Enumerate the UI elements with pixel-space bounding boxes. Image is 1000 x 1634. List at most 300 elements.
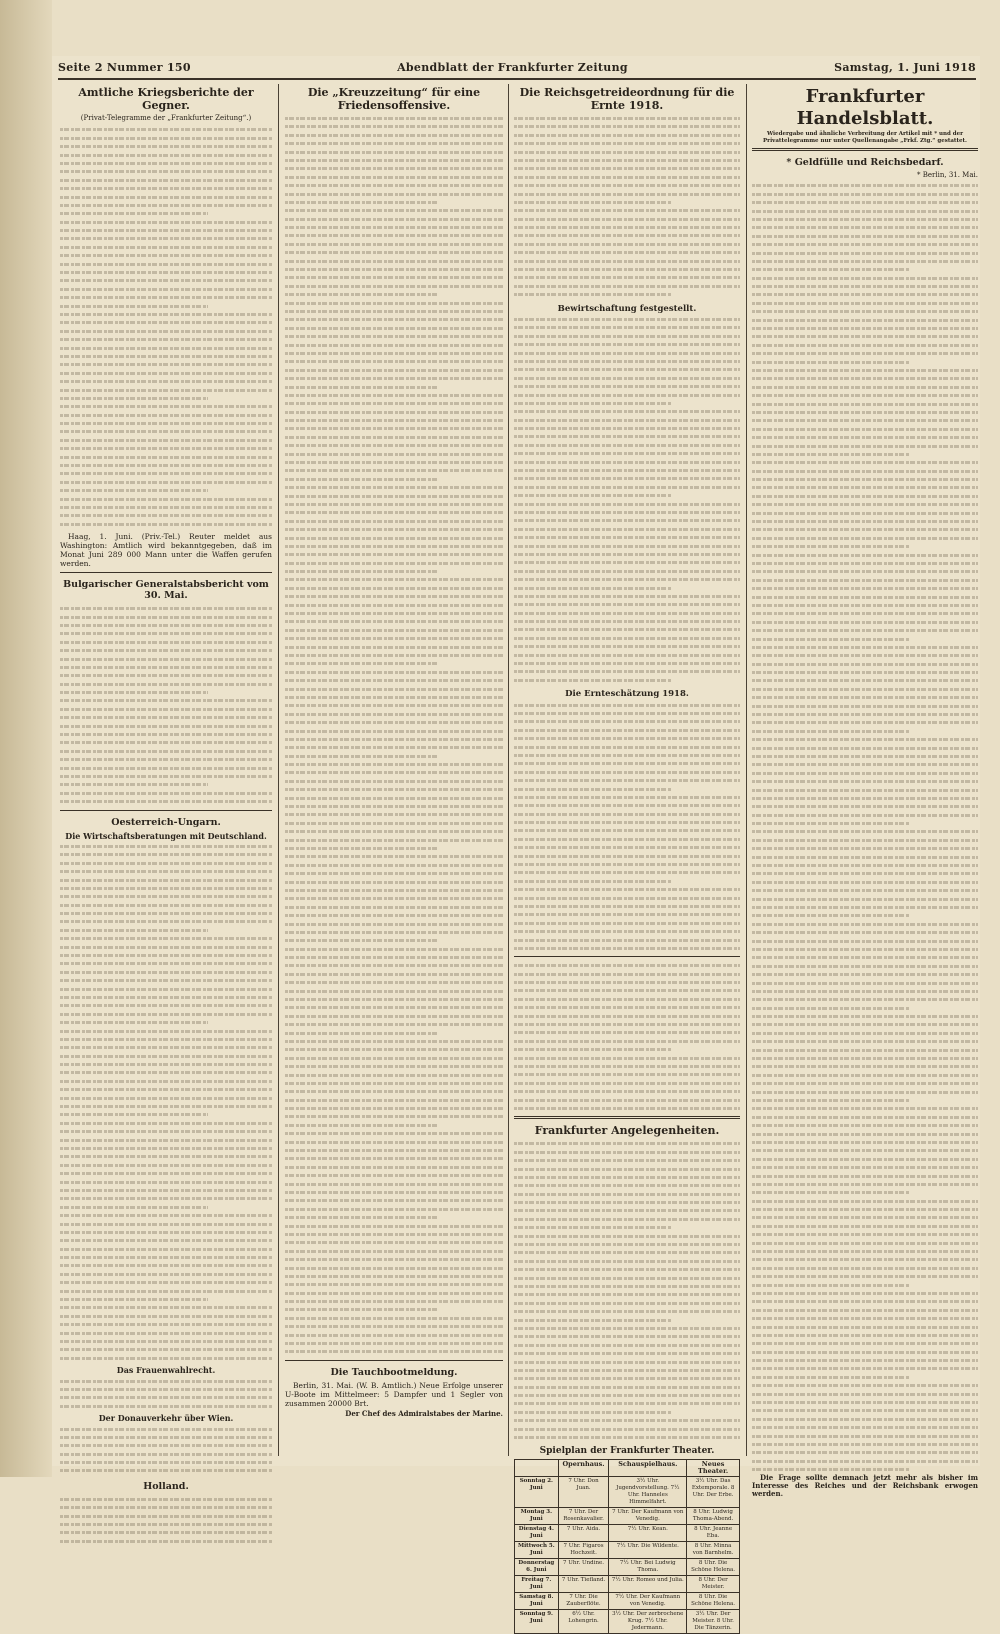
text-line [514,1190,740,1198]
text-line [60,1337,272,1345]
text-line [752,702,978,710]
text-line [60,394,208,402]
text-line [514,625,740,633]
text-line [285,685,503,693]
text-line [285,710,503,718]
text-line [60,1052,272,1060]
text-line [514,902,740,910]
text-line [514,1366,740,1374]
text-line [285,668,503,676]
theater-table-cell: Sonntag 9. Juni [515,1609,559,1633]
theater-table-cell: 3½ Uhr. Jugendvorstellung. 7½ Uhr. Hanneles Himmelfahrt. [609,1476,687,1507]
text-line [60,1085,272,1093]
text-line [752,1323,978,1331]
text-line [60,285,272,293]
text-line [752,1364,978,1372]
text-line [514,567,740,575]
text-line [752,777,978,785]
text-line [60,1402,272,1410]
text-line [285,1129,503,1137]
text-line [285,273,503,281]
text-line [60,1458,272,1466]
text-line [514,810,740,818]
text-line [752,282,978,290]
text-line [60,1495,272,1503]
text-line [752,1255,978,1263]
text-line [514,1248,740,1256]
text-line [752,249,978,257]
text-line [60,344,272,352]
text-line [514,1265,740,1273]
text-line [514,1087,740,1095]
text-line [60,892,272,900]
text-line [752,676,978,684]
text-line [285,391,503,399]
text-line [285,231,503,239]
text-line [60,985,272,993]
text-line [60,352,272,360]
text-line [285,752,438,760]
text-line [752,853,978,861]
text-line [285,156,503,164]
text-line [752,467,978,475]
text-line [285,366,503,374]
text-line [285,299,503,307]
text-line [285,676,503,684]
money-article-closing: Die Frage sollte demnach jetzt mehr als bisher im Interesse des Reiches und der Reichsbank erwogen werden. [752,1472,978,1499]
text-line [514,1096,740,1104]
text-line [514,382,740,390]
text-line [285,735,503,743]
text-line [60,655,272,663]
text-line [752,609,978,617]
text-line [514,215,740,223]
text-block [514,114,740,299]
text-line [60,1520,272,1528]
text-line [752,651,978,659]
text-line [752,744,978,752]
text-line [60,646,272,654]
text-line [514,868,740,876]
text-line [285,1247,503,1255]
local-affairs-heading: Frankfurter Angelegenheiten. [534,1124,720,1138]
text-line [285,743,503,751]
text-line [285,1146,503,1154]
text-line [60,142,272,150]
text-line [752,1146,978,1154]
text-line [514,1104,740,1112]
text-line [285,433,503,441]
text-line [285,114,503,122]
text-line [752,332,978,340]
text-line [514,1148,740,1156]
text-line [514,1399,740,1407]
text-line [285,1104,503,1112]
text-line [285,920,503,928]
theater-schedule-table [514,1459,740,1634]
text-line [514,542,740,550]
text-line [60,151,272,159]
text-line [752,584,978,592]
text-line [752,1457,978,1465]
kreuzzeitung-title: Die „Kreuzzeitung“ für eine Friedensoffensive. [307,86,481,112]
text-line [285,1163,503,1171]
text-line [285,1121,438,1129]
text-line [514,240,740,248]
theater-table-cell: 7½ Uhr. Romeo und Julia. [609,1575,687,1592]
text-line [60,193,272,201]
text-line [752,1339,978,1347]
text-block [60,125,272,528]
theater-table-cell: Montag 3. Juni [515,1507,559,1524]
text-line [285,1264,503,1272]
text-line [285,1339,503,1347]
text-line [752,752,978,760]
text-line [60,427,272,435]
text-line [514,248,740,256]
text-line [514,978,740,986]
text-line [514,1223,672,1231]
text-line [60,1169,272,1177]
text-line [514,483,740,491]
text-block [285,114,503,1356]
text-line [285,265,503,273]
text-line [285,978,503,986]
text-line [285,836,503,844]
theater-table-cell: 8 Uhr. Die Schöne Helena. [687,1558,740,1575]
text-line [285,1054,503,1062]
theater-table-cell: 7½ Uhr. Die Wildente. [609,1541,687,1558]
theater-table-cell: Donnerstag 6. Juni [515,1558,559,1575]
theater-table-row [515,1558,740,1575]
text-line [285,634,503,642]
text-line [752,1054,978,1062]
text-line [752,383,978,391]
divider [514,1116,740,1119]
text-line [514,1003,740,1011]
text-line [752,601,978,609]
text-line [285,869,503,877]
text-line [752,802,978,810]
text-line [60,747,272,755]
text-line [752,475,978,483]
text-line [514,323,740,331]
text-line [752,836,978,844]
theater-table-cell: 3½ Uhr. Der Meister. 8 Uhr. Die Tänzerin. [687,1609,740,1633]
text-line [60,369,272,377]
submarine-report-signature: Der Chef des Admiralstabes der Marine. [345,1408,503,1418]
text-line [285,332,503,340]
text-line [60,1345,272,1353]
text-line [60,1503,272,1511]
text-line [752,1356,978,1364]
text-line [60,1102,272,1110]
text-block [514,961,740,1112]
theater-table-cell: 8 Uhr. Die Schöne Helena. [687,1592,740,1609]
text-line [285,349,503,357]
text-line [60,917,272,925]
text-line [752,1247,978,1255]
text-line [60,1303,272,1311]
text-line [285,1205,503,1213]
text-line [752,953,978,961]
text-line [285,693,503,701]
theater-col-new: Neues Theater. [687,1459,740,1476]
text-line [752,710,978,718]
text-line [752,425,978,433]
text-line [285,466,503,474]
text-line [514,1232,740,1240]
text-line [60,444,272,452]
theater-table-cell: 3½ Uhr. Das Extemporale. 8 Uhr. Der Erbe. [687,1476,740,1507]
text-line [285,1029,438,1037]
text-line [60,850,272,858]
text-line [752,198,978,206]
text-line [60,520,272,528]
text-line [285,240,503,248]
text-line [285,1272,503,1280]
text-line [752,1213,978,1221]
text-line [752,727,910,735]
text-line [285,987,503,995]
text-line [752,844,978,852]
text-line [285,827,503,835]
text-line [60,1194,272,1202]
column-3 [514,84,740,1631]
column-4 [752,84,978,1499]
text-line [285,164,503,172]
text-line [285,1071,503,1079]
text-line [285,1188,503,1196]
text-line [514,273,740,281]
text-line [752,693,978,701]
text-line [60,386,272,394]
text-line [60,335,272,343]
text-line [752,1088,978,1096]
text-line [752,970,978,978]
text-line [752,1130,978,1138]
text-line [60,1278,272,1286]
text-line [60,1312,272,1320]
text-line [514,1054,740,1062]
divider [285,1360,503,1361]
text-line [514,634,740,642]
divider [752,148,978,151]
text-line [752,987,978,995]
text-line [285,441,503,449]
text-line [514,148,740,156]
text-line [514,1341,740,1349]
text-line [285,651,503,659]
text-line [752,215,978,223]
text-line [285,307,503,315]
text-line [60,419,272,427]
text-line [752,1423,978,1431]
text-line [60,951,272,959]
text-line [285,1020,503,1028]
text-line [752,1197,978,1205]
text-line [60,968,272,976]
text-line [514,365,740,373]
text-line [285,131,503,139]
text-line [752,492,978,500]
divider [60,572,272,573]
text-line [60,503,272,511]
text-line [285,567,438,575]
text-line [514,349,740,357]
theater-table-row [515,1609,740,1633]
text-line [60,1001,272,1009]
text-line [514,1349,740,1357]
text-line [60,1450,272,1458]
text-line [285,173,503,181]
text-line [752,735,978,743]
text-line [285,777,503,785]
text-line [514,617,740,625]
text-line [285,953,503,961]
text-line [60,976,272,984]
text-line [514,600,740,608]
text-line [752,979,978,987]
text-line [514,1028,740,1036]
text-line [285,1230,503,1238]
text-line [60,251,272,259]
text-line [752,1381,978,1389]
text-line [285,198,438,206]
text-line [60,310,272,318]
text-line [60,1186,272,1194]
text-line [752,660,978,668]
text-line [752,567,978,575]
text-line [60,201,272,209]
text-line [60,722,272,730]
text-line [285,1196,503,1204]
text-line [752,1172,978,1180]
text-line [60,1043,272,1051]
text-line [752,1012,978,1020]
text-line [60,797,272,805]
text-line [60,1270,272,1278]
text-line [514,1257,740,1265]
text-line [514,1391,740,1399]
text-line [60,436,272,444]
text-line [514,1374,740,1382]
text-line [514,1290,740,1298]
text-line [752,1062,978,1070]
text-line [514,282,740,290]
text-line [285,701,503,709]
text-line [752,995,978,1003]
text-line [285,592,503,600]
theater-col-day [515,1459,559,1476]
text-line [514,1139,740,1147]
haag-report: Haag, 1. Juni. (Priv.-Tel.) Reuter meldet aus Washington: Amtlich wird bekanntgegeben, daß im Monat Juni 289 000 Mann unter die Waffen gerufen werden. [60,532,272,569]
text-line [285,995,503,1003]
text-line [60,943,272,951]
text-line [514,877,672,885]
text-line [60,293,272,301]
text-line [285,1138,503,1146]
text-line [514,424,740,432]
text-line [514,1332,740,1340]
text-line [514,835,740,843]
text-line [514,1206,740,1214]
text-line [285,844,438,852]
text-line [285,458,503,466]
theater-table-cell: Sonntag 2. Juni [515,1476,559,1507]
text-line [285,861,503,869]
text-line [60,876,272,884]
text-line [752,685,978,693]
text-line [752,324,978,332]
text-line [285,1314,503,1322]
theater-table-cell: 7 Uhr. Tiefland. [558,1575,609,1592]
theater-table-cell: 7 Uhr. Don Juan. [558,1476,609,1507]
text-line [60,1077,272,1085]
text-line [285,550,503,558]
theater-col-opera: Opernhaus. [558,1459,609,1476]
text-line [752,1104,978,1112]
text-line [285,290,438,298]
text-line [514,139,740,147]
text-line [60,411,272,419]
text-line [752,1113,978,1121]
text-line [514,1416,740,1424]
text-line [752,1289,978,1297]
text-line [752,1348,978,1356]
text-line [285,374,503,382]
text-line [752,223,978,231]
text-line [60,1136,272,1144]
text-line [285,1062,503,1070]
text-line [752,819,910,827]
text-line [514,910,740,918]
text-line [752,433,978,441]
text-line [514,852,740,860]
text-line [752,1155,978,1163]
text-line [60,1178,272,1186]
business-section-note: Wiedergabe und ähnliche Verbreitung der Artikel mit * und der Privattelegramme nur unter Quellenangabe „Frkf. Ztg.“ gestattet. [763,131,967,144]
text-line [285,416,503,424]
war-reports-subtitle: (Privat-Telegramme der „Frankfurter Zeitung“.) [80,114,252,122]
text-line [514,550,740,558]
text-line [285,894,503,902]
text-line [285,1305,438,1313]
text-line [60,1211,272,1219]
text-line [514,751,740,759]
text-line [514,340,740,348]
text-line [60,867,272,875]
text-line [514,1433,740,1441]
text-line [752,1079,978,1087]
text-line [752,181,978,189]
text-line [285,659,438,667]
text-line [514,575,740,583]
text-line [285,617,503,625]
text-line [752,307,978,315]
text-line [752,483,978,491]
theater-table-cell: 7 Uhr. Die Zauberflöte. [558,1592,609,1609]
text-line [514,759,740,767]
text-line [285,886,503,894]
text-line [752,1046,978,1054]
text-line [752,1448,978,1456]
theater-table-cell: 7 Uhr. Der Kaufmann von Venedig. [609,1507,687,1524]
text-block [60,1425,272,1475]
theater-table-cell: 3½ Uhr. Der zerbrochene Krug. 7½ Uhr. Jedermann. [609,1609,687,1633]
text-line [60,276,272,284]
text-line [60,1537,272,1545]
